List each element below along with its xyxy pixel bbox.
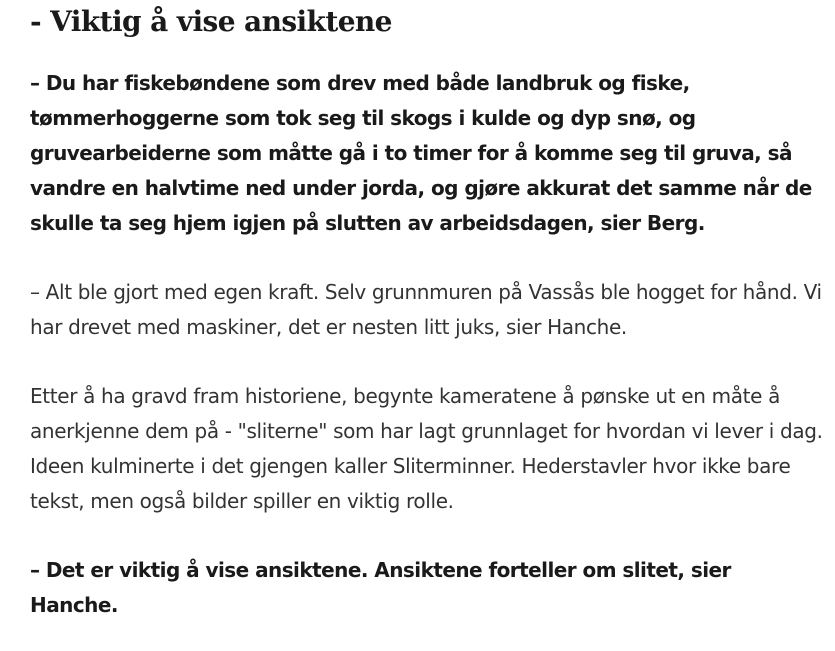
quote-paragraph-hanche: – Alt ble gjort med egen kraft. Selv grunnmuren på Vassås ble hogget for hånd. Vi har drevet med maskiner, det er nesten litt juks, sier Hanche. <box>30 280 822 339</box>
quote-paragraph-ansiktene: – Det er viktig å vise ansiktene. Ansiktene forteller om slitet, sier Hanche. <box>30 558 731 617</box>
article-body <box>30 0 825 623</box>
quote-paragraph-berg: – Du har fiskebøndene som drev med både landbruk og fiske, tømmerhoggerne som tok seg til skogs i kulde og dyp snø, og gruvearbeiderne som måtte gå i to timer for å komme seg til gruva, så vandre en halvtime ned under jorda, og gjøre akkurat det samme når de skulle ta seg hjem igjen på slutten av arbeidsdagen, sier Berg. <box>30 71 812 235</box>
article-subheading: - Viktig å vise ansiktene <box>30 5 392 38</box>
body-paragraph-sliterminner: Etter å ha gravd fram historiene, begynte kameratene å pønske ut en måte å anerkjenne dem på - "sliterne" som har lagt grunnlaget for hvordan vi lever i dag. Ideen kulminerte i det gjengen kaller Sliterminner. Hederstavler hvor ikke bare tekst, men også bilder spiller en viktig rolle. <box>30 384 823 513</box>
